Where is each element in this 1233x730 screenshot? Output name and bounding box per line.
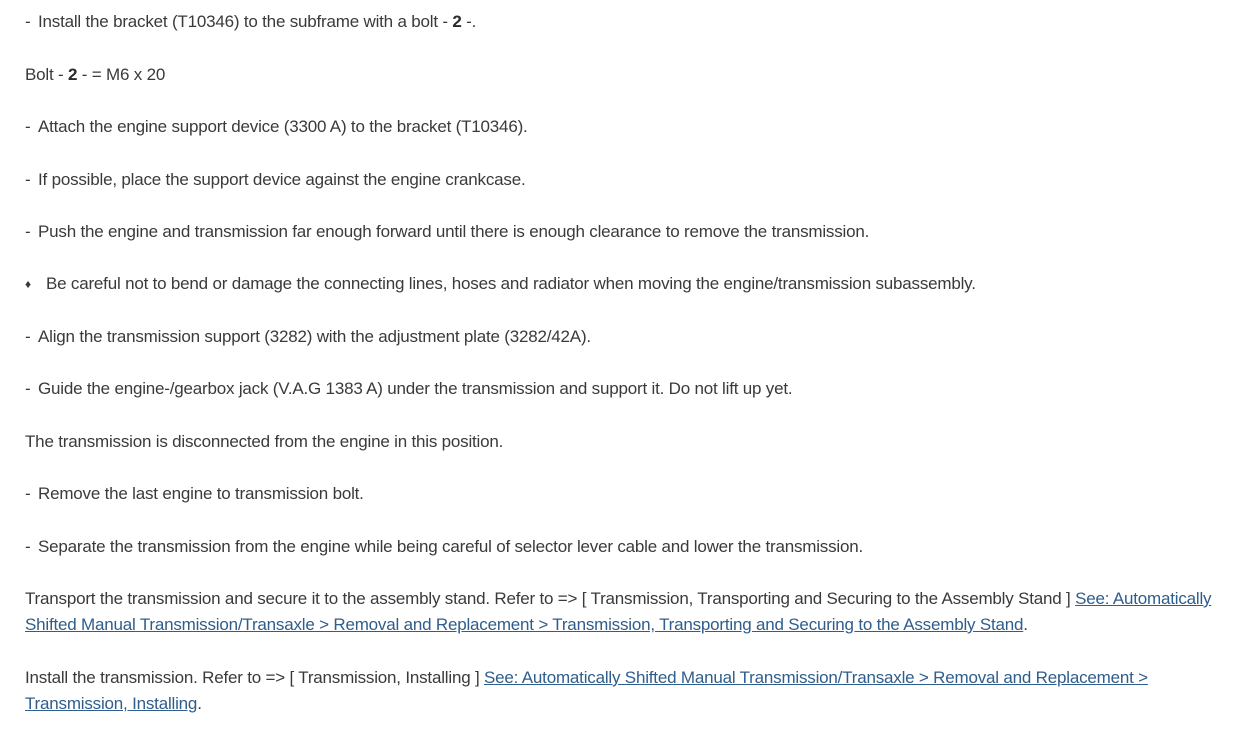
step-align-support [25,324,591,350]
step-marker: - [25,117,31,136]
step-marker: - [25,12,31,31]
caution-note [25,271,976,298]
install-reference [25,665,1230,717]
position-note [25,429,503,455]
install-transmission-link[interactable]: See: Automatically Shifted Manual Transmission/Transaxle > Removal and Replacement > Transmission, Installing [25,668,1148,713]
transport-reference [25,586,1230,638]
step-text: Align the transmission support (3282) with the adjustment plate (3282/42A). [38,327,591,346]
step-text-end: -. [461,12,477,31]
step-push-engine [25,219,869,245]
step-marker: - [25,327,31,346]
reference-end: . [197,694,202,713]
step-marker: - [25,170,31,189]
step-guide-jack [25,376,792,402]
step-text: Guide the engine-/gearbox jack (V.A.G 1383 A) under the transmission and support it. Do not lift up yet. [38,379,793,398]
step-text: Attach the engine support device (3300 A) to the bracket (T10346). [38,117,528,136]
step-text: Push the engine and transmission far enough forward until there is enough clearance to remove the transmission. [38,222,870,241]
step-separate-transmission [25,534,863,560]
step-text: If possible, place the support device against the engine crankcase. [38,170,526,189]
reference-text: Transport the transmission and secure it to the assembly stand. Refer to => [ Transmission, Transporting and Securing to the Assembly Stand ] [25,589,1076,608]
step-marker: - [25,537,31,556]
step-text: Remove the last engine to transmission bolt. [38,484,364,503]
step-attach-support [25,114,528,140]
transport-stand-link[interactable]: See: Automatically Shifted Manual Transmission/Transaxle > Removal and Replacement > Transmission, Transporting and Securing to the Assembly Stand [25,589,1212,634]
caution-text: Be careful not to bend or damage the connecting lines, hoses and radiator when moving the engine/transmission subassembly. [46,274,976,293]
step-place-support [25,167,525,193]
bolt-spec [25,62,165,88]
note-text: The transmission is disconnected from the engine in this position. [25,432,504,451]
step-marker: - [25,484,31,503]
reference-end: . [1023,615,1028,634]
step-marker: - [25,222,31,241]
diamond-bullet-icon: ♦ [25,277,31,291]
step-marker: - [25,379,31,398]
step-remove-bolt [25,481,364,507]
bolt-number: 2 [68,65,78,84]
bolt-number: 2 [452,12,462,31]
bolt-spec-value: - = M6 x 20 [77,65,166,84]
step-install-bracket [25,9,476,35]
step-text: Separate the transmission from the engine while being careful of selector lever cable and lower the transmission. [38,537,864,556]
reference-text: Install the transmission. Refer to => [ Transmission, Installing ] [25,668,485,687]
bolt-spec-label: Bolt - [25,65,69,84]
step-text: Install the bracket (T10346) to the subframe with a bolt - [38,12,453,31]
